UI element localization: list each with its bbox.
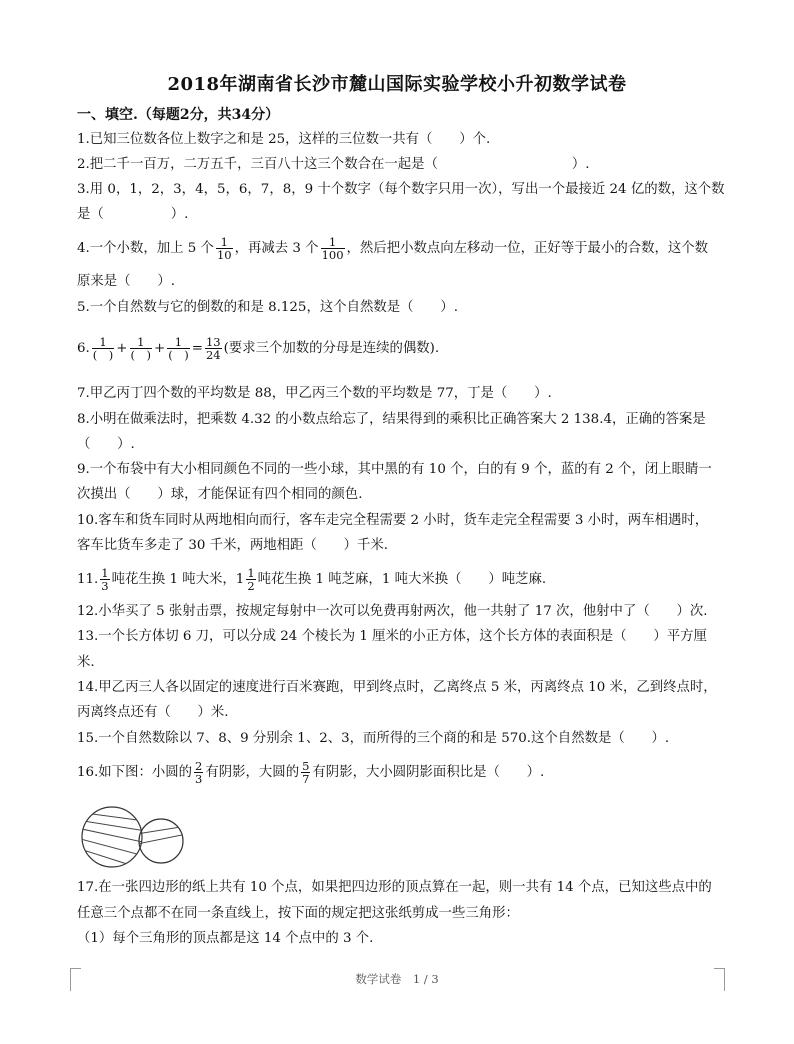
fraction: $\frac{1}{( )}$ — [168, 335, 189, 362]
page-title: 2018年湖南省长沙市麓山国际实验学校小升初数学试卷 — [167, 74, 627, 95]
question-2: 2.把二千一百万，二万五千，三百八十这三个数合在一起是（ ）. — [77, 157, 590, 172]
fraction: $\frac{1}{( )}$ — [92, 335, 114, 362]
question-13-line2: 米. — [77, 655, 95, 670]
question-5: 5.一个自然数与它的倒数的和是 8.125，这个自然数是（ ）. — [77, 300, 458, 315]
question-12: 12.小华买了 5 张射击票，按规定每射中一次可以免费再射两次，他一共射了 17 次，他射中了（ ）次. — [77, 604, 708, 619]
question-9-line2: 次摸出（ ）球，才能保证有四个相同的颜色. — [77, 487, 363, 502]
question-17-line2: 任意三个点都不在同一条直线上，按下面的规定把这张纸剪成一些三角形： — [77, 906, 519, 921]
circles-figure — [77, 804, 189, 870]
question-8-line1: 8.小明在做乘法时，把乘数 4.32 的小数点给忘了，结果得到的乘积比正确答案大 2 138.4，正确的答案是 — [77, 412, 706, 427]
page-footer: 数学试卷 1 / 3 — [355, 972, 439, 986]
small-circle — [139, 819, 183, 863]
fraction: $\frac{2}{3}$ — [195, 759, 203, 786]
fraction: $\frac{5}{7}$ — [302, 759, 310, 786]
fraction: $\frac{1}{2}$ — [247, 566, 255, 593]
question-3-line1: 3.用 0，1，2，3，4，5，6，7，8，9 十个数字（每个数字只用一次），写出一个最接近 24 亿的数，这个数 — [77, 182, 725, 197]
question-17-line1: 17.在一张四边形的纸上共有 10 个点，如果把四边形的顶点算在一起，则一共有 14 个点，已知这些点中的 — [77, 880, 712, 895]
question-1: 1.已知三位数各位上数字之和是 25，这样的三位数一共有（ ）个. — [77, 132, 491, 147]
fraction: $\frac{1}{100}$ — [321, 235, 344, 262]
section-heading: 一、填空.（每题2分，共34分） — [77, 107, 280, 123]
question-14-line1: 14.甲乙丙三人各以固定的速度进行百米赛跑，甲到终点时，乙离终点 5 米，丙离终点 10 米，乙到终点时， — [77, 680, 717, 695]
question-4-line1: 4.一个小数，加上 5 个 $\frac{1}{10}$ ，再减去 3 个 $\frac{1}{100}$ ，然后把小数点向左移动一位，正好等于最小的合数，这个数 — [77, 235, 709, 262]
question-3-line2: 是（ ）. — [77, 207, 189, 222]
question-4-line2: 原来是（ ）. — [77, 274, 175, 289]
fraction: $\frac{1}{3}$ — [101, 566, 109, 593]
question-13-line1: 13.一个长方体切 6 刀，可以分成 24 个棱长为 1 厘米的小正方体，这个长方体的表面积是（ ）平方厘 — [77, 629, 707, 644]
question-17-item1: （1）每个三角形的顶点都是这 14 个点中的 3 个. — [77, 931, 374, 946]
question-10-line1: 10.客车和货车同时从两地相向而行，客车走完全程需要 2 小时，货车走完全程需要 3 小时，两车相遇时， — [77, 513, 709, 528]
fraction: $\frac{1}{10}$ — [216, 235, 232, 262]
question-9-line1: 9.一个布袋中有大小相同颜色不同的一些小球，其中黑的有 10 个，白的有 9 个，蓝的有 2 个，闭上眼睛一 — [77, 462, 712, 477]
big-circle-hatching — [77, 812, 152, 870]
fraction: $\frac{1}{( )}$ — [130, 335, 151, 362]
question-10-line2: 客车比货车多走了 30 千米，两地相距（ ）千米. — [77, 538, 389, 553]
big-circle — [82, 807, 142, 867]
question-8-line2: （ ）. — [77, 437, 135, 452]
question-7: 7.甲乙丙丁四个数的平均数是 88，甲乙丙三个数的平均数是 77，丁是（ ）. — [77, 386, 552, 401]
question-6: 6. $\frac{1}{( )}$ + $\frac{1}{( )}$ + $\frac{1}{( )}$ = $\frac{13}{24}$ (要求三个加数的分母是连续的偶数). — [77, 335, 440, 362]
fraction: $\frac{13}{24}$ — [205, 335, 221, 362]
question-11: 11. $\frac{1}{3}$ 吨花生换 1 吨大米，1 $\frac{1}{2}$ 吨花生换 1 吨芝麻，1 吨大米换（ ）吨芝麻. — [77, 566, 547, 593]
question-16: 16.如下图：小圆的 $\frac{2}{3}$ 有阴影，大圆的 $\frac{5}{7}$ 有阴影，大小圆阴影面积比是（ ）. — [77, 759, 545, 786]
question-14-line2: 丙离终点还有（ ）米. — [77, 705, 229, 720]
question-15: 15.一个自然数除以 7、8、9 分别余 1、2、3，而所得的三个商的和是 570.这个自然数是（ ）. — [77, 731, 670, 746]
